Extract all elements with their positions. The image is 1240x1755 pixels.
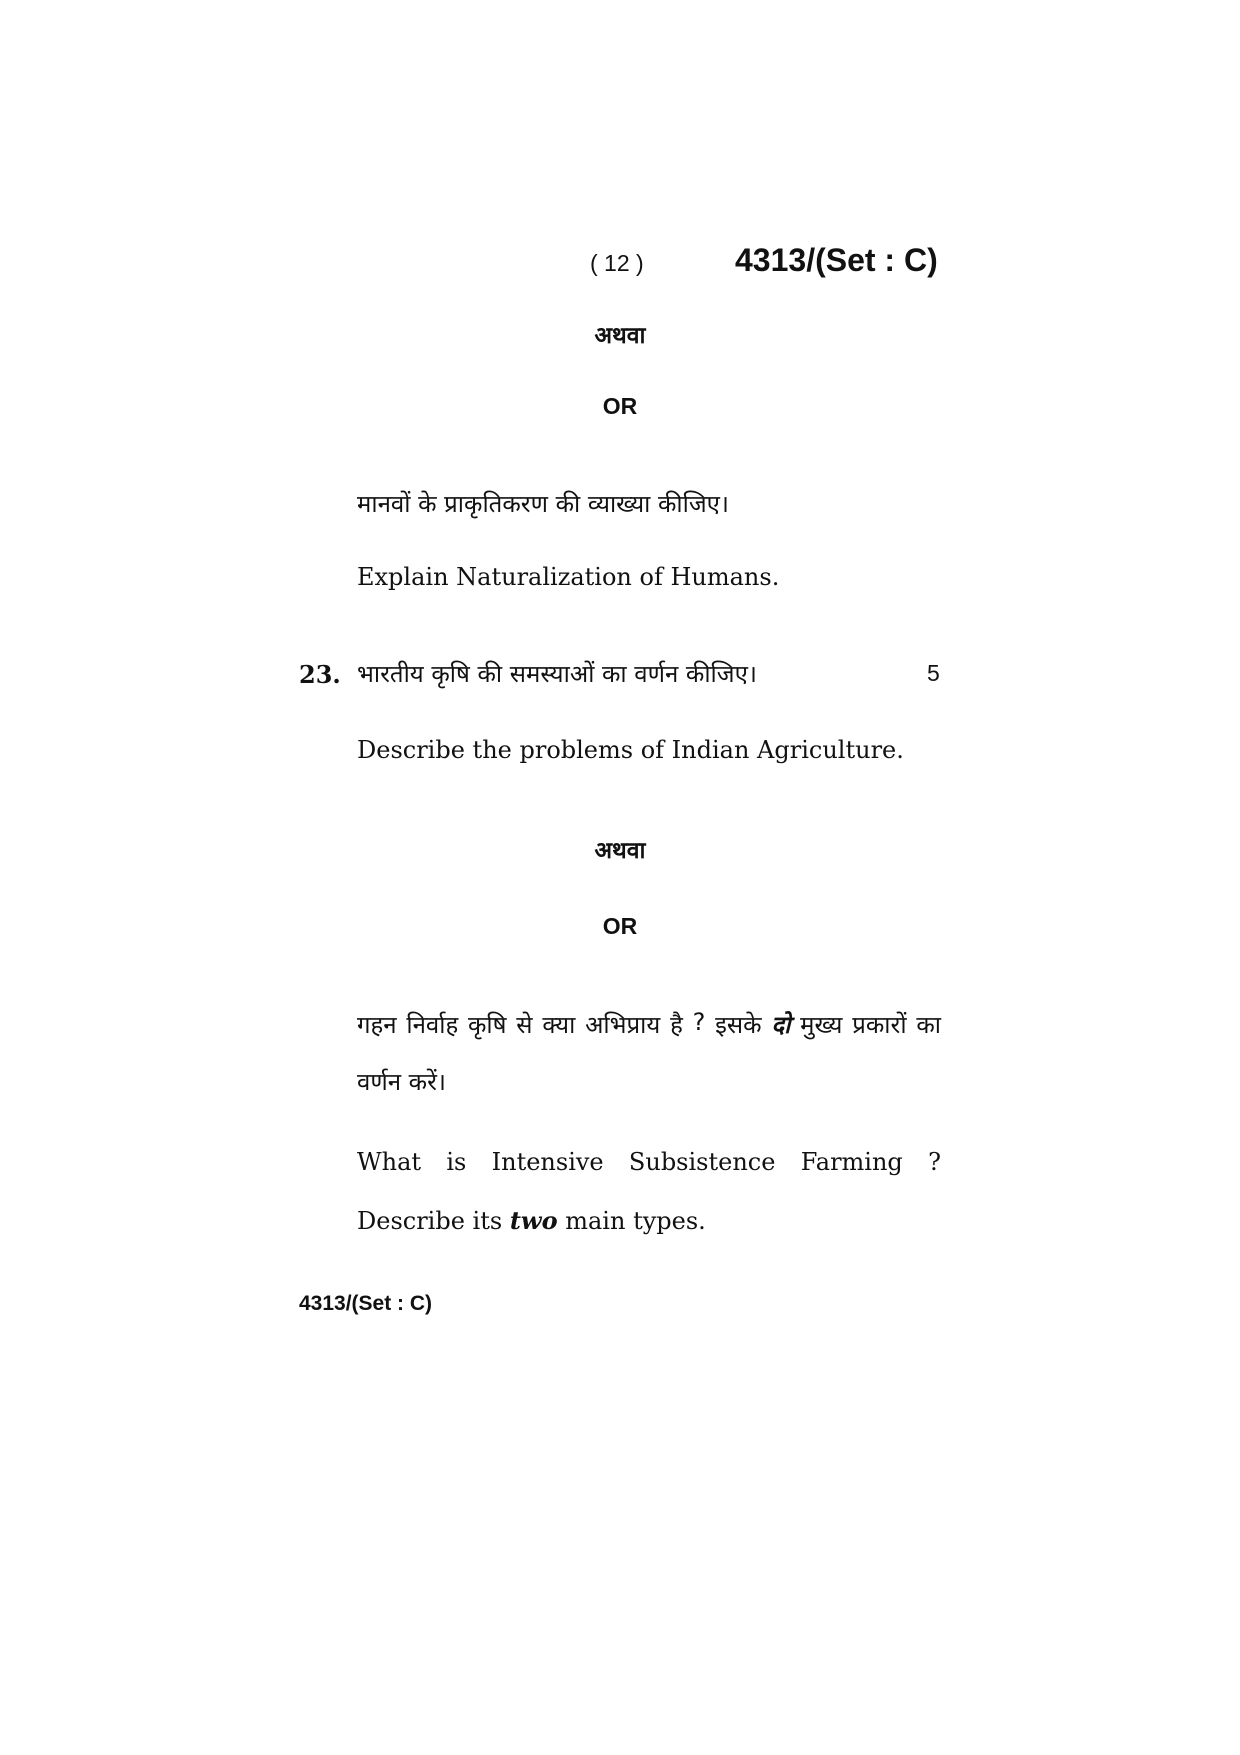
emphasis-two-hindi: दो bbox=[771, 1011, 791, 1039]
word: गहन bbox=[357, 1011, 397, 1039]
question-23-english: Describe the problems of Indian Agriculture. bbox=[357, 736, 904, 764]
word: मुख्य bbox=[800, 1011, 843, 1039]
word: इसके bbox=[715, 1011, 762, 1039]
emphasis-two-english: two bbox=[509, 1206, 558, 1235]
alt-question-2-hindi-line2: वर्णन करें। bbox=[357, 1068, 446, 1096]
word: कृषि bbox=[467, 1011, 507, 1039]
page-number: ( 12 ) bbox=[590, 250, 644, 276]
paper-code-header: 4313/(Set : C) bbox=[735, 242, 938, 278]
question-23-hindi: भारतीय कृषि की समस्याओं का वर्णन कीजिए। bbox=[357, 660, 757, 688]
alt-question-english: Explain Naturalization of Humans. bbox=[357, 563, 780, 591]
or-hindi-label: अथवा bbox=[594, 323, 646, 349]
or-english-label: OR bbox=[602, 393, 638, 419]
word: Subsistence bbox=[628, 1148, 776, 1176]
word: का bbox=[916, 1011, 941, 1039]
word: is bbox=[446, 1148, 467, 1176]
line-suffix: main types. bbox=[565, 1207, 706, 1235]
word: What bbox=[357, 1148, 422, 1176]
question-marks: 5 bbox=[927, 660, 940, 686]
word: क्या bbox=[542, 1011, 576, 1039]
line-prefix: Describe its bbox=[357, 1207, 503, 1235]
word: प्रकारों bbox=[852, 1011, 907, 1039]
word: निर्वाह bbox=[406, 1011, 459, 1039]
question-number: 23. bbox=[299, 660, 341, 689]
alt-question-hindi: मानवों के प्राकृतिकरण की व्याख्या कीजिए। bbox=[357, 490, 730, 518]
alt-question-2-english-line2 bbox=[357, 1206, 706, 1235]
word: ? bbox=[928, 1148, 941, 1176]
paper-code-footer: 4313/(Set : C) bbox=[299, 1292, 433, 1315]
word: Farming bbox=[800, 1148, 903, 1176]
word: Intensive bbox=[491, 1148, 604, 1176]
word: ? bbox=[692, 1008, 706, 1036]
alt-question-2-hindi-line1 bbox=[357, 1008, 941, 1041]
word: है bbox=[670, 1011, 683, 1039]
word: से bbox=[516, 1011, 533, 1039]
or-english-label-2: OR bbox=[602, 913, 638, 939]
word: अभिप्राय bbox=[585, 1011, 661, 1039]
alt-question-2-english-line1 bbox=[357, 1148, 941, 1176]
or-hindi-label-2: अथवा bbox=[594, 838, 646, 864]
